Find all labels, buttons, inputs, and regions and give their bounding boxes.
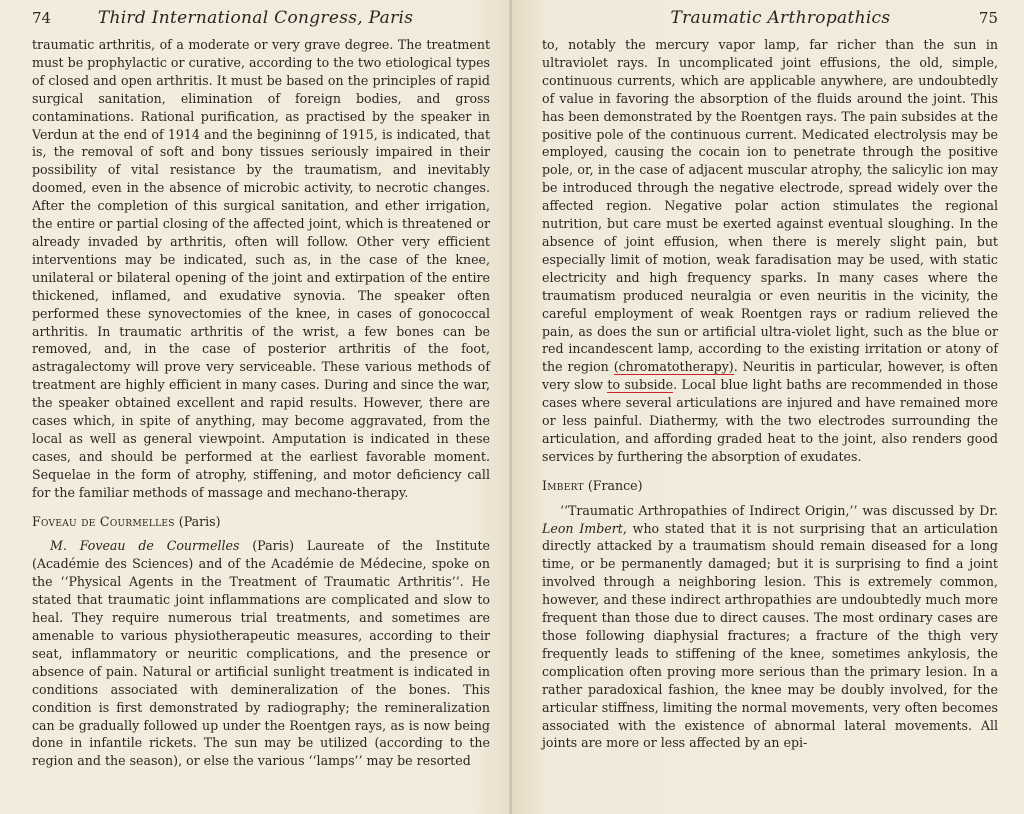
left-running-title: Third International Congress, Paris (97, 8, 414, 28)
left-section-name: Foveau de Courmelles (32, 513, 175, 529)
right-page (512, 0, 1024, 814)
right-paragraph-2-text-a: ‘‘Traumatic Arthropathies of Indirect Origin,’’ was discussed by Dr. (560, 502, 998, 518)
right-paragraph-1-text-c: . Local blue light baths are recommended in those cases where several articulations are injured and have remained more or less painful. Diathermy, with the two electrodes surrounding the articulation, and affording graded heat to the joint, also renders good services by furthering the absorption of exudates. (542, 377, 998, 464)
right-section-place: (France) (587, 477, 643, 493)
underlined-chromatotherapy: (chromatotherapy) (613, 359, 734, 375)
left-running-head (32, 8, 490, 30)
right-paragraph-1-text-a: to, notably the mercury vapor lamp, far richer than the sun in ultraviolet rays. In uncomplicated joint effusions, the old, simple, continuous currents, which are applicable anywhere, are undoubtedly of value in favoring the absorption of the fluids around the joint. This has been demonstrated by the Roentgen rays. The pain subsides at the positive pole of the continuous current. Medicated electrolysis may be employed, causing the cocain ion to penetrate through the positive pole, or, in the case of adjacent muscular atrophy, the salicylic ion may be introduced through the negative electrode, spread widely over the affected region. Negative polar action stimulates the regional nutrition, but care must be exerted against eventual sloughing. In the absence of joint effusion, when there is merely slight pain, but especially limit of motion, weak faradisation may be used, with static electricity and high frequency sparks. In many cases where the traumatism produced neuralgia or even neuritis in the vicinity, the careful employment of weak Roentgen rays or radium relieved the pain, as does the sun or artificial ultra-violet light, such as the blue or red incandescent lamp, according to the existing irritation or atony of the region (542, 37, 998, 375)
right-running-title: Traumatic Arthropathics (670, 8, 891, 28)
right-running-head (542, 8, 998, 30)
left-speaker-name: M. Foveau de Courmelles (50, 538, 240, 554)
underlined-to-subside: to subside (607, 377, 674, 393)
left-paragraph-2 (32, 537, 490, 770)
left-paragraph-1: traumatic arthritis, of a moderate or very grave degree. The treatment must be prophylactic or curative, according to the two etiological types of closed and open arthritis. It must be based on the principles of rapid surgical sanitation, elimination of foreign bodies, and gross contaminations. Rational purification, as practised by the speaker in Verdun at the end of 1914 and the begininng of 1915, is indicated, that is, the removal of soft and bony tissues seriously impaired in their possibility of vital resistance by the traumatism, and inevitably doomed, even in the absence of microbic activity, to necrotic changes. After the completion of this surgical sanitation, and ether irrigation, the entire or partial closing of the affected joint, which is threatened or already invaded by arthritis, often will follow. Other very efficient interventions may be indicated, such as, in the case of the knee, unilateral or bilateral opening of the joint and extirpation of the entire thickened, inflamed, and exudative synovia. The speaker often performed these synovectomies of the knee, in cases of gonococcal arthritis. In traumatic arthritis of the wrist, a few bones can be removed, and, in the case of posterior arthritis of the foot, astragalectomy will prove very serviceable. These various methods of treatment are highly efficient in many cases. During and since the war, the speaker obtained excellent and rapid results. However, there are cases which, in spite of anything, may become aggravated, from the local as well as general viewpoint. Amputation is indicated in these cases, and should be performed at the earliest favorable moment. Sequelae in the form of atrophy, stiffening, and motor deficiency call for the familiar methods of massage and mechano-therapy. (32, 37, 490, 500)
right-paragraph-2-text-b: , who stated that it is not surprising that an articulation directly attacked by a traumatism should remain diseased for a long time, or be permanently damaged; but it is surprising to find a joint involved through a neighboring lesion. This is extremely common, however, and these indirect arthropathies are undoubtedly much more frequent than those due to direct causes. The most ordinary cases are those following diaphysial fractures; a fracture of the thigh very frequently leads to stiffening of the knee, sometimes ankylosis, the complication often proving more serious than the primary lesion. In a rather paradoxical fashion, the knee may be doubly involved, for the articular stiffness, limiting the normal movements, very often becomes associated with the existence of abnormal lateral movements. All joints are more or less affected by an epi- (542, 520, 998, 751)
left-paragraph-2-text: (Paris) Laureate of the Institute (Académie des Sciences) and of the Académie de Médecine, spoke on the ‘‘Physical Agents in the Treatment of Traumatic Arthritis’’. He stated that traumatic joint inflammations are complicated and slow to heal. They require numerous trial treatments, and sometimes are amenable to various physiotherapeutic measures, according to their seat, inflammatory or neuritic complications, and the presence or absence of pain. Natural or artificial sunlight treatment is indicated in conditions associated with demineralization of the bones. This condition is first demonstrated by radiography; the remineralization can be gradually followed up under the Roentgen rays, as is now being done in infantile rickets. The sun may be utilized (according to the region and the season), or else the various ‘‘lamps’’ may be resorted (32, 538, 490, 769)
right-page-number: 75 (978, 9, 998, 27)
left-section-heading (32, 513, 490, 531)
right-paragraph-2 (542, 502, 998, 753)
right-section-heading (542, 477, 998, 495)
left-page-number: 74 (32, 9, 52, 27)
left-section-place: (Paris) (178, 513, 221, 529)
right-speaker-name: Leon Imbert (542, 520, 623, 536)
right-paragraph-1-text-b: . Neuritis in particular, however, is often very slow (542, 359, 999, 393)
right-section-name: Imbert (542, 477, 584, 493)
right-paragraph-1 (542, 36, 998, 466)
